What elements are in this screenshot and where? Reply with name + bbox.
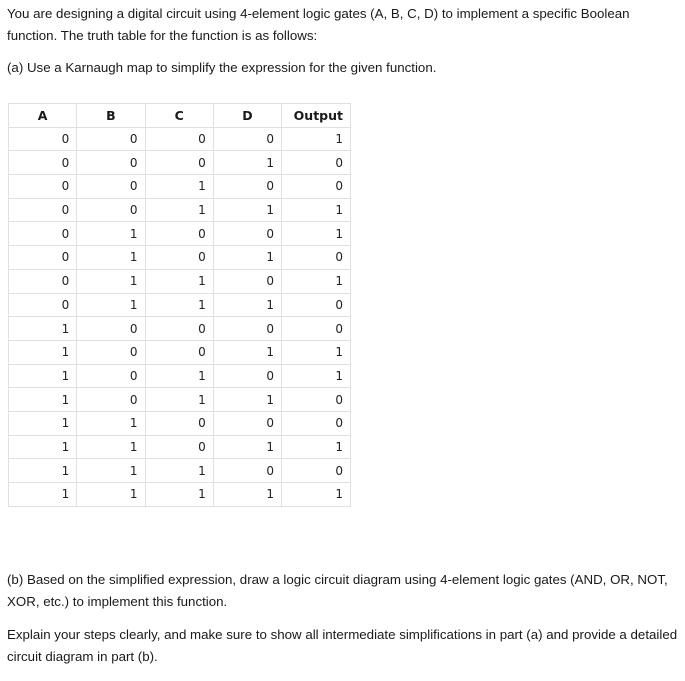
table-row [9, 293, 351, 317]
table-cell: 1 [282, 483, 351, 507]
table-cell: 0 [213, 127, 281, 151]
table-cell: 0 [77, 364, 145, 388]
table-row [9, 269, 351, 293]
table-cell: 1 [145, 483, 213, 507]
table-cell: 1 [9, 340, 77, 364]
table-row [9, 198, 351, 222]
table-cell: 0 [77, 175, 145, 199]
column-header: Output [282, 104, 351, 128]
table-cell: 0 [145, 222, 213, 246]
table-cell: 1 [9, 483, 77, 507]
table-header-row [9, 104, 351, 128]
table-cell: 1 [9, 317, 77, 341]
table-cell: 0 [9, 222, 77, 246]
table-cell: 1 [77, 483, 145, 507]
table-cell: 1 [213, 293, 281, 317]
table-cell: 0 [282, 151, 351, 175]
table-row [9, 411, 351, 435]
table-cell: 1 [282, 198, 351, 222]
table-cell: 1 [9, 364, 77, 388]
table-cell: 1 [213, 151, 281, 175]
column-header: C [145, 104, 213, 128]
table-cell: 1 [213, 340, 281, 364]
table-cell: 1 [9, 388, 77, 412]
table-cell: 1 [77, 246, 145, 270]
table-cell: 1 [282, 364, 351, 388]
table-row [9, 151, 351, 175]
table-row [9, 246, 351, 270]
table-row [9, 388, 351, 412]
table-cell: 0 [145, 317, 213, 341]
table-row [9, 435, 351, 459]
table-cell: 0 [77, 151, 145, 175]
table-cell: 0 [213, 175, 281, 199]
part-b-text: (b) Based on the simplified expression, draw a logic circuit diagram using 4-element logic gates (AND, OR, NOT, XOR, etc.) to implement this function. [7, 572, 668, 609]
table-cell: 1 [145, 364, 213, 388]
table-cell: 0 [282, 411, 351, 435]
table-cell: 0 [9, 175, 77, 199]
table-cell: 1 [77, 269, 145, 293]
instructions-text: Explain your steps clearly, and make sure to show all intermediate simplifications in part (a) and provide a detailed circuit diagram in part (b). [7, 627, 678, 664]
table-cell: 1 [213, 198, 281, 222]
table-cell: 1 [145, 175, 213, 199]
table-row [9, 127, 351, 151]
column-header: B [77, 104, 145, 128]
table-cell: 1 [145, 198, 213, 222]
table-cell: 1 [213, 388, 281, 412]
table-cell: 0 [213, 411, 281, 435]
table-cell: 1 [77, 411, 145, 435]
table-cell: 0 [145, 151, 213, 175]
table-cell: 0 [145, 340, 213, 364]
table-row [9, 317, 351, 341]
table-cell: 1 [282, 435, 351, 459]
table-cell: 1 [282, 127, 351, 151]
table-row [9, 364, 351, 388]
table-cell: 1 [145, 269, 213, 293]
table-row [9, 483, 351, 507]
table-cell: 0 [282, 459, 351, 483]
table-cell: 0 [77, 198, 145, 222]
table-cell: 1 [9, 435, 77, 459]
table-cell: 0 [213, 459, 281, 483]
table-row [9, 222, 351, 246]
column-header: D [213, 104, 281, 128]
table-cell: 0 [213, 317, 281, 341]
table-cell: 0 [77, 127, 145, 151]
table-cell: 0 [9, 269, 77, 293]
table-cell: 1 [77, 459, 145, 483]
table-cell: 1 [213, 483, 281, 507]
table-cell: 0 [9, 198, 77, 222]
table-cell: 0 [282, 388, 351, 412]
intro-text: You are designing a digital circuit using 4-element logic gates (A, B, C, D) to implement a specific Boolean function. The truth table for the function is as follows: [7, 6, 630, 43]
part-a-text: (a) Use a Karnaugh map to simplify the expression for the given function. [7, 60, 437, 75]
table-cell: 1 [77, 293, 145, 317]
table-cell: 1 [9, 411, 77, 435]
table-cell: 1 [282, 222, 351, 246]
column-header: A [9, 104, 77, 128]
table-cell: 1 [77, 222, 145, 246]
table-cell: 0 [282, 246, 351, 270]
table-cell: 1 [282, 340, 351, 364]
table-cell: 0 [9, 127, 77, 151]
table-row [9, 459, 351, 483]
table-cell: 0 [9, 293, 77, 317]
table-cell: 1 [145, 388, 213, 412]
table-cell: 1 [213, 246, 281, 270]
table-row [9, 175, 351, 199]
table-cell: 0 [282, 317, 351, 341]
table-cell: 0 [77, 340, 145, 364]
truth-table [8, 103, 351, 507]
table-cell: 0 [282, 175, 351, 199]
table-cell: 0 [213, 364, 281, 388]
table-cell: 0 [213, 222, 281, 246]
table-cell: 1 [282, 269, 351, 293]
table-cell: 0 [282, 293, 351, 317]
table-cell: 0 [145, 246, 213, 270]
table-cell: 0 [77, 388, 145, 412]
table-cell: 1 [145, 459, 213, 483]
table-cell: 1 [145, 293, 213, 317]
table-cell: 1 [213, 435, 281, 459]
table-cell: 0 [145, 127, 213, 151]
table-cell: 0 [9, 246, 77, 270]
table-cell: 0 [9, 151, 77, 175]
table-cell: 1 [77, 435, 145, 459]
table-cell: 0 [145, 411, 213, 435]
table-cell: 0 [145, 435, 213, 459]
table-cell: 0 [213, 269, 281, 293]
table-cell: 1 [9, 459, 77, 483]
table-cell: 0 [77, 317, 145, 341]
table-row [9, 340, 351, 364]
